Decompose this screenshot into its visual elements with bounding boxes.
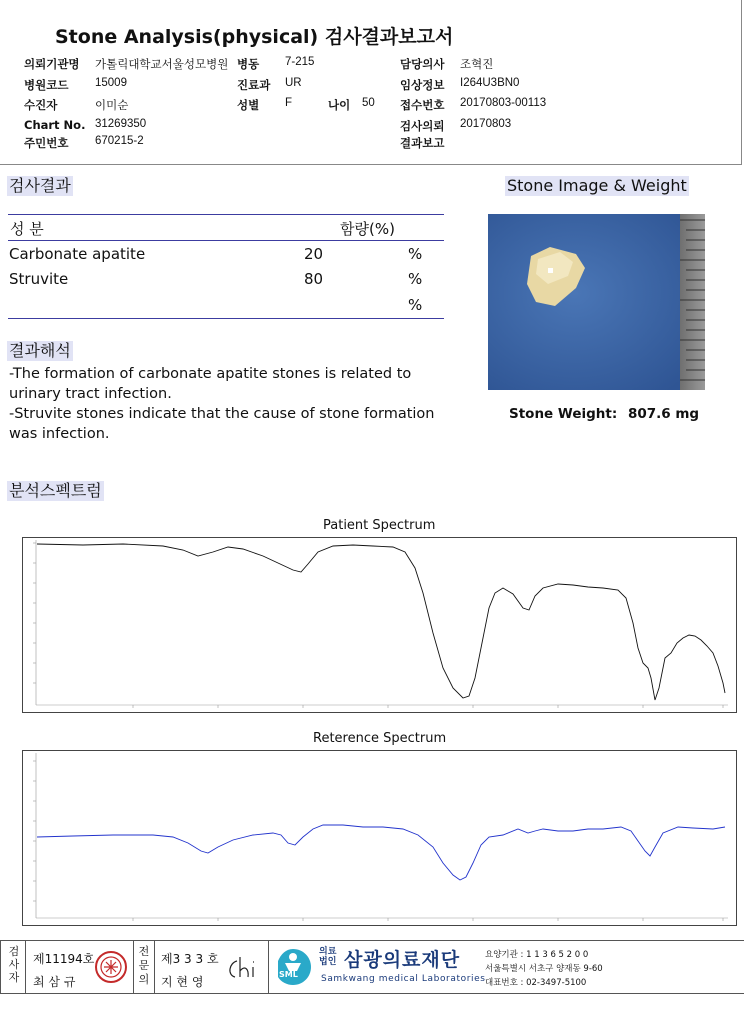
- col-content: 함량(%): [340, 220, 395, 238]
- specialist-no: 제3 3 3 호: [161, 952, 219, 966]
- row-1-value: 20: [304, 245, 324, 263]
- inspector-name: 최 삼 규: [33, 975, 76, 989]
- hospital-code-label: 병원코드: [24, 78, 69, 92]
- care-number: 요양기관 : 1 1 3 6 5 2 0 0: [485, 950, 589, 960]
- signature: [223, 953, 263, 983]
- weight-value: 807.6 mg: [627, 406, 700, 422]
- footer-box: [0, 940, 744, 994]
- row-2-value: 80: [304, 270, 324, 288]
- ward-label: 병동: [237, 57, 260, 71]
- report-title: Stone Analysis(physical) 검사결과보고서: [55, 26, 454, 48]
- weight-line: [509, 406, 699, 422]
- row-1-unit: %: [408, 245, 423, 263]
- doctor-value: 조혁진: [460, 59, 494, 71]
- institution-value: 가톨릭대학교서울성모병원: [95, 59, 229, 71]
- patient-label: 수진자: [24, 98, 58, 112]
- age-value: 50: [362, 97, 375, 109]
- reference-spectrum-title: Reterence Spectrum: [313, 731, 447, 746]
- sml-text: SML: [279, 970, 298, 979]
- stone-photo: [488, 214, 705, 390]
- interpretation-heading: 결과해석: [9, 341, 71, 360]
- doctor-label: 담당의사: [400, 57, 445, 71]
- id-value: 670215-2: [95, 135, 144, 147]
- org-phone: 대표번호 : 02-3497-5100: [485, 978, 587, 988]
- hospital-code-value: 15009: [95, 77, 127, 89]
- reference-spectrum-plot: [22, 750, 737, 926]
- inspector-no: 제11194호: [33, 952, 95, 966]
- dept-value: UR: [285, 77, 302, 89]
- specialist-name: 지 현 영: [161, 975, 204, 989]
- results-heading: 검사결과: [9, 176, 71, 195]
- sml-logo: [273, 947, 313, 987]
- row-2-unit: %: [408, 270, 423, 288]
- ward-value: 7-215: [285, 56, 315, 68]
- org-name: 삼광의료재단: [344, 949, 461, 971]
- age-label: 나이: [328, 98, 351, 112]
- seal-stamp: [94, 950, 128, 984]
- weight-label: Stone Weight:: [509, 406, 618, 422]
- spectrum-heading: 분석스펙트럼: [9, 481, 102, 500]
- receipt-label: 접수번호: [400, 98, 445, 112]
- row-2-name: Struvite: [9, 270, 69, 288]
- table-header-rule: [8, 240, 444, 241]
- clinical-info-label: 임상정보: [400, 78, 445, 92]
- footer-divider: [133, 941, 134, 993]
- footer-divider: [25, 941, 26, 993]
- patient-spectrum-plot: [22, 537, 737, 713]
- specialist-label: 전문의: [138, 945, 150, 986]
- receipt-value: 20170803-00113: [460, 97, 547, 109]
- patient-spectrum-title: Patient Spectrum: [323, 518, 436, 533]
- image-heading: Stone Image & Weight: [507, 176, 687, 195]
- chart-value: 31269350: [95, 118, 147, 130]
- org-english: Samkwang medical Laboratories: [321, 974, 486, 984]
- dept-label: 진료과: [237, 78, 271, 92]
- sex-value: F: [285, 97, 293, 109]
- footer-divider: [268, 941, 269, 993]
- sex-label: 성별: [237, 98, 260, 112]
- org-address: 서울특별시 서초구 양재동 9-60: [485, 964, 603, 974]
- request-label: 검사의뢰: [400, 119, 445, 133]
- table-top-rule: [8, 214, 444, 215]
- table-bottom-rule: [8, 318, 444, 319]
- chart-label: Chart No.: [24, 118, 86, 132]
- row-1-name: Carbonate apatite: [9, 245, 146, 263]
- request-value: 20170803: [460, 118, 512, 130]
- clinical-info-value: I264U3BN0: [460, 77, 520, 89]
- org-prefix: 의료법인: [319, 947, 337, 967]
- report-label: 결과보고: [400, 136, 445, 150]
- id-label: 주민번호: [24, 136, 69, 150]
- row-3-unit: %: [408, 296, 423, 314]
- inspector-label: 검사자: [8, 945, 20, 984]
- patient-value: 이미순: [95, 100, 129, 112]
- footer-divider: [154, 941, 155, 993]
- col-component: 성 분: [10, 220, 44, 238]
- institution-label: 의뢰기관명: [24, 57, 80, 71]
- interpretation-text: -The formation of carbonate apatite stones is related to urinary tract infection. -Struvite stones indicate that the cause of stone formation was infection.: [9, 366, 435, 442]
